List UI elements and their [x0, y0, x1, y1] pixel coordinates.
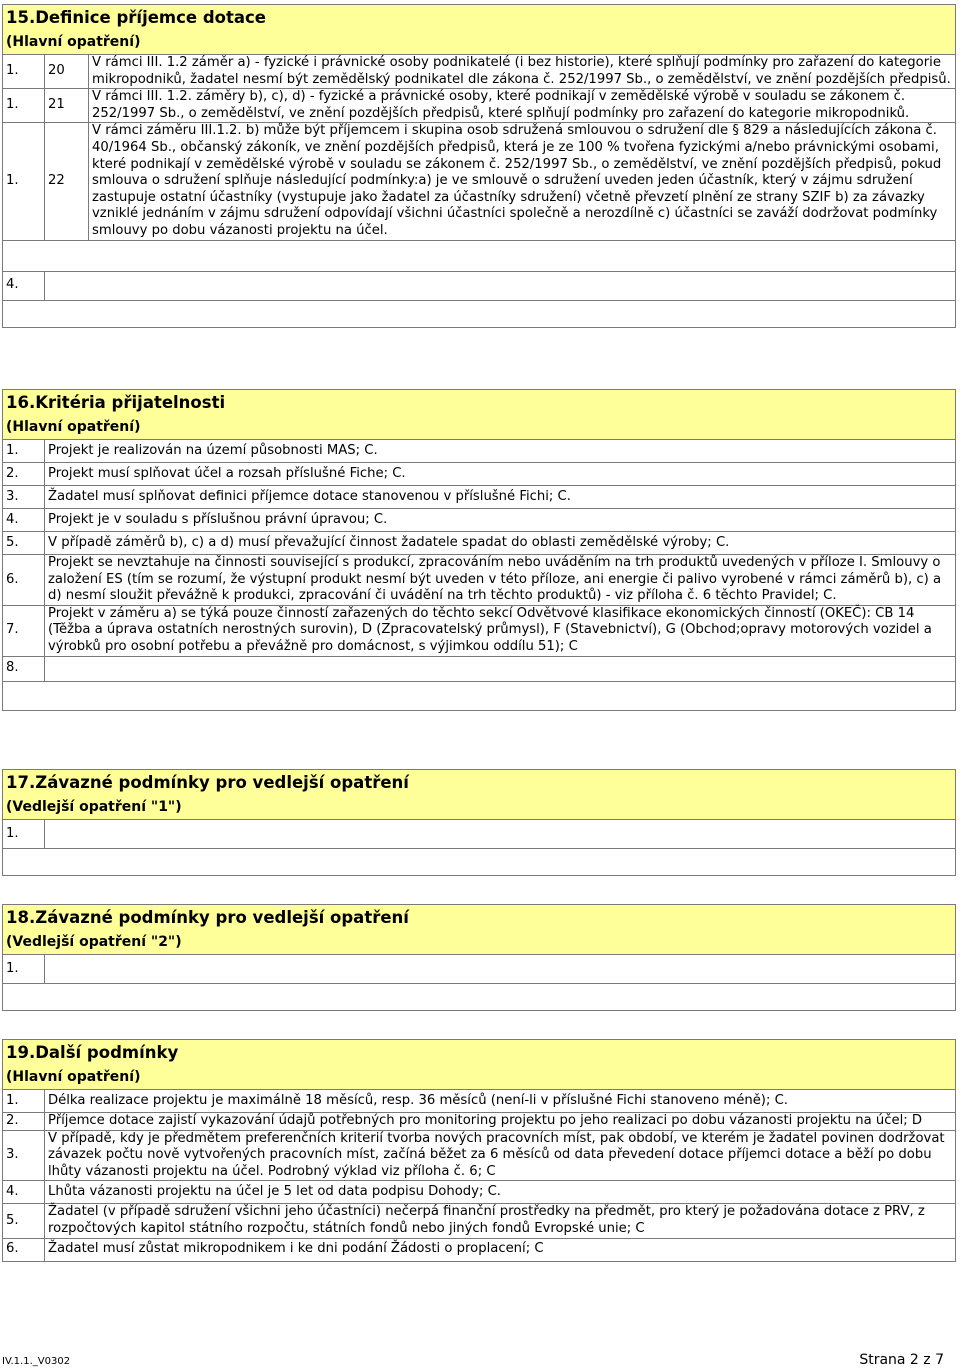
row-text: Žadatel musí zůstat mikropodnikem i ke dni podání Žádosti o proplacení; C	[45, 1238, 956, 1261]
row-text: Projekt je v souladu s příslušnou právní úpravou; C.	[45, 509, 956, 532]
row-text: Žadatel musí splňovat definici příjemce dotace stanovenou v příslušné Fichi; C.	[45, 486, 956, 509]
table-row	[3, 605, 956, 656]
section-19-table	[2, 1039, 956, 1262]
row-number: 7.	[3, 605, 45, 656]
section-17-table	[2, 769, 956, 876]
table-row	[3, 440, 956, 463]
row-number: 4.	[3, 271, 45, 300]
table-row	[3, 656, 956, 681]
row-number: 8.	[3, 656, 45, 681]
document-code: IV.1.1._V0302	[2, 1356, 71, 1367]
table-row	[3, 1181, 956, 1204]
table-row	[3, 1238, 956, 1261]
row-number: 3.	[3, 1130, 45, 1181]
row-code: 21	[45, 89, 89, 123]
row-number: 1.	[3, 123, 45, 240]
row-number: 5.	[3, 1204, 45, 1238]
row-text: V rámci III. 1.2. záměry b), c), d) - fyzické a právnické osoby, které podnikají v zemědělské výrobě v souladu se zákonem č. 252/1997 Sb., o zemědělství, ve znění pozdějších předpisů, které splňují podmínky pro zařazení do kategorie mikropodniků.	[89, 89, 956, 123]
table-row	[3, 532, 956, 555]
row-number: 2.	[3, 1113, 45, 1131]
spacer-row	[3, 849, 956, 876]
row-number: 1.	[3, 820, 45, 849]
row-number: 6.	[3, 1238, 45, 1261]
spacer-row	[3, 984, 956, 1011]
spacer-row	[3, 681, 956, 710]
row-text: V případě, kdy je předmětem preferenčních kriterií tvorba nových pracovních míst, pak období, ve kterém je žadatel povinen dodržovat závazek počtu nově vytvořených pracovních míst, začíná běžet za 6 měsíců od data převedení dotace příjemci dotace a běží po dobu lhůty vázanosti projektu na účel. Podrobný výklad viz příloha č. 6; C	[45, 1130, 956, 1181]
table-row	[3, 55, 956, 89]
row-text: V případě záměrů b), c) a d) musí převažující činnost žadatele spadat do oblasti zemědělské výroby; C.	[45, 532, 956, 555]
table-row	[3, 89, 956, 123]
section-19-subtitle: (Hlavní opatření)	[3, 1066, 956, 1090]
row-code: 22	[45, 123, 89, 240]
row-text: Příjemce dotace zajistí vykazování údajů potřebných pro monitoring projektu po jeho realizaci po dobu vázanosti projektu na účel; D	[45, 1113, 956, 1131]
row-number: 6.	[3, 555, 45, 606]
row-number: 1.	[3, 55, 45, 89]
row-number: 1.	[3, 1090, 45, 1113]
section-18-table	[2, 904, 956, 1011]
table-row	[3, 123, 956, 240]
section-15-title: 15.Definice příjemce dotace	[3, 5, 956, 32]
row-code: 20	[45, 55, 89, 89]
section-19-title: 19.Další podmínky	[3, 1040, 956, 1067]
table-row	[3, 555, 956, 606]
row-number: 1.	[3, 440, 45, 463]
section-15-subtitle: (Hlavní opatření)	[3, 31, 956, 55]
section-18-title: 18.Závazné podmínky pro vedlejší opatření	[3, 905, 956, 932]
row-text	[45, 271, 956, 300]
row-text: Délka realizace projektu je maximálně 18 měsíců, resp. 36 měsíců (není-li v příslušné Fichi stanoveno méně); C.	[45, 1090, 956, 1113]
row-text	[45, 820, 956, 849]
section-17-title: 17.Závazné podmínky pro vedlejší opatření	[3, 770, 956, 797]
table-row	[3, 509, 956, 532]
row-text: Projekt musí splňovat účel a rozsah příslušné Fiche; C.	[45, 463, 956, 486]
row-number: 3.	[3, 486, 45, 509]
section-17-subtitle: (Vedlejší opatření "1")	[3, 796, 956, 820]
table-row	[3, 955, 956, 984]
table-row	[3, 1113, 956, 1131]
table-row	[3, 1090, 956, 1113]
table-row	[3, 1130, 956, 1181]
table-row	[3, 486, 956, 509]
row-number: 4.	[3, 509, 45, 532]
table-row	[3, 820, 956, 849]
row-text: V rámci III. 1.2 záměr a) - fyzické i právnické osoby podnikatelé (i bez historie), které splňují podmínky pro zařazení do kategorie mikropodniků, žadatel nesmí být zemědělský podnikatel dle zákona č. 252/1997 Sb., o zemědělství, ve znění pozdějších předpisů.	[89, 55, 956, 89]
section-16-title: 16.Kritéria přijatelnosti	[3, 390, 956, 417]
table-row	[3, 271, 956, 300]
table-row	[3, 463, 956, 486]
row-text: Projekt se nevztahuje na činnosti související s produkcí, zpracováním nebo uváděním na trh produktů uvedených v příloze I. Smlouvy o založení ES (tím se rozumí, že výstupní produkt nesmí být uveden v této příloze, ani energie či palivo vyrobené v rámci záměrů b), c) a d) nesmí sloužit převážně k produkci, zpracování či uvádění na trh těchto produktů) - viz příloha č. 6 těchto Pravidel; C.	[45, 555, 956, 606]
page-number: Strana 2 z 7	[859, 1352, 944, 1368]
row-number: 2.	[3, 463, 45, 486]
row-number: 1.	[3, 89, 45, 123]
row-number: 5.	[3, 532, 45, 555]
row-text: Lhůta vázanosti projektu na účel je 5 let od data podpisu Dohody; C.	[45, 1181, 956, 1204]
section-18-subtitle: (Vedlejší opatření "2")	[3, 931, 956, 955]
row-text: V rámci záměru III.1.2. b) může být příjemcem i skupina osob sdružená smlouvou o sdružení dle § 829 a následujících zákona č. 40/1964 Sb., občanský zákoník, ve znění pozdějších předpisů, která je ze 100 % tvořena fyzickými a/nebo právnickými osobami, které podnikají v zemědělské výrobě v souladu se zákonem č. 252/1997 Sb., o zemědělství, ve znění pozdějších předpisů, pokud smlouva o sdružení splňuje následující podmínky:a) je ve smlouvě o sdružení uveden jeden účastník, který v zájmu sdružení zastupuje ostatní účastníky (vystupuje jako žadatel za účastníky sdružení) včetně převzetí plnění ze strany SZIF b) za závazky vzniklé jednáním v zájmu sdružení odpovídají všichni účastníci společně a nerozdílně c) účastníci se zaváží dodržovat podmínky smlouvy po dobu vázanosti projektu na účel.	[89, 123, 956, 240]
row-number: 4.	[3, 1181, 45, 1204]
row-text	[45, 656, 956, 681]
section-16-table	[2, 389, 956, 711]
row-text: Projekt je realizován na území působnosti MAS; C.	[45, 440, 956, 463]
row-number: 1.	[3, 955, 45, 984]
section-15-table	[2, 4, 956, 328]
row-text	[45, 955, 956, 984]
row-text: Žadatel (v případě sdružení všichni jeho účastníci) nečerpá finanční prostředky na předmět, pro který je požadována dotace z PRV, z rozpočtových kapitol státního rozpočtu, státních fondů nebo jiných fondů Evropské unie; C	[45, 1204, 956, 1238]
spacer-row	[3, 240, 956, 271]
row-text: Projekt v záměru a) se týká pouze činností zařazených do těchto sekcí Odvětvové klasifikace ekonomických činností (OKEČ): CB 14 (Těžba a úprava ostatních nerostných surovin), D (Zpracovatelský průmysl), F (Stavebnictví), G (Obchod;opravy motorových vozidel a výrobků pro osobní potřebu a převážně pro domácnost, s výjimkou oddílu 51); C	[45, 605, 956, 656]
section-16-subtitle: (Hlavní opatření)	[3, 416, 956, 440]
table-row	[3, 1204, 956, 1238]
spacer-row	[3, 300, 956, 327]
